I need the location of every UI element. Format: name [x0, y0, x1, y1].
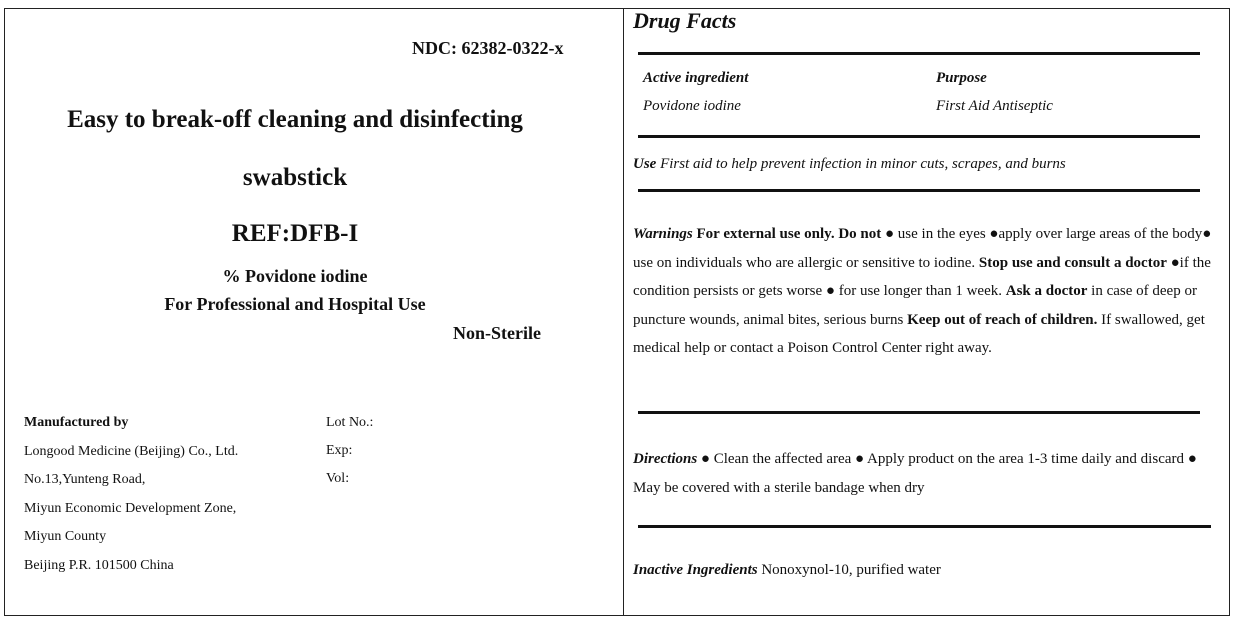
manufacturer-line: Miyun County — [24, 529, 107, 544]
divider-rule — [638, 52, 1200, 55]
warnings-ask-doctor: Ask a doctor — [1005, 283, 1088, 299]
lot-number-label: Lot No.: — [326, 415, 374, 430]
divider-rule — [638, 525, 1211, 528]
warnings-stop-use-text: ●if the condition persists or gets worse ● for use longer than 1 week. — [633, 254, 1211, 299]
manufacturer-block — [24, 409, 238, 580]
lot-info-block — [326, 409, 373, 493]
warnings-do-not: Do not — [838, 226, 882, 242]
expiry-label: Exp: — [326, 443, 353, 458]
active-ingredient-value: Povidone iodine — [643, 98, 741, 114]
directions-section — [633, 445, 1213, 502]
product-title-line-1: Easy to break-off cleaning and disinfecting — [67, 106, 523, 133]
directions-text: ● Clean the affected area ● Apply product on the area 1-3 time daily and discard ● May be covered with a sterile bandage when dry — [633, 451, 1197, 496]
divider-rule — [638, 189, 1200, 192]
strength-text: % Povidone iodine — [222, 266, 368, 286]
use-header: Use — [633, 156, 657, 172]
warnings-stop-use: Stop use and consult a doctor — [978, 254, 1167, 271]
purpose-value: First Aid Antiseptic — [936, 98, 1053, 114]
inactive-ingredients-text: Nonoxynol-10, purified water — [761, 562, 941, 578]
ref-code: REF:DFB-I — [231, 220, 359, 247]
panel-divider — [623, 8, 624, 616]
directions-header: Directions — [633, 451, 698, 467]
manufacturer-line: No.13,Yunteng Road, — [24, 472, 146, 487]
manufacturer-line: Beijing P.R. 101500 China — [24, 557, 174, 573]
drug-facts-title: Drug Facts — [633, 8, 737, 33]
warnings-keep-out: Keep out of reach of children. — [907, 311, 1098, 328]
usage-text: For Professional and Hospital Use — [164, 294, 426, 314]
divider-rule — [638, 135, 1200, 138]
warnings-header: Warnings — [633, 226, 693, 242]
manufacturer-line: Miyun Economic Development Zone, — [24, 500, 237, 516]
warnings-swallowed-text: If swallowed, get medical help or contact a Poison Control Center right away. — [633, 311, 1205, 356]
warnings-do-not-text: ● use in the eyes ●apply over large areas of the body● use on individuals who are allergic or sensitive to iodine. — [633, 226, 1212, 271]
product-title-line-2: swabstick — [242, 164, 348, 191]
manufacturer-line: Longood Medicine (Beijing) Co., Ltd. — [24, 443, 239, 459]
volume-label: Vol: — [326, 471, 350, 486]
active-ingredient-header: Active ingredient — [643, 70, 749, 86]
warnings-external-use: For external use only. — [696, 226, 835, 242]
use-text: First aid to help prevent infection in minor cuts, scrapes, and burns — [660, 156, 1066, 172]
warnings-ask-doctor-text: in case of deep or puncture wounds, animal bites, serious burns — [633, 283, 1197, 328]
warnings-section — [633, 220, 1213, 363]
divider-rule — [638, 411, 1200, 414]
ndc-number: NDC: 62382-0322-x — [412, 38, 564, 58]
inactive-ingredients-section — [633, 556, 1213, 585]
purpose-header: Purpose — [936, 70, 987, 86]
manufacturer-label: Manufactured by — [24, 415, 129, 430]
sterility-text: Non-Sterile — [453, 323, 541, 343]
use-section — [633, 150, 1213, 179]
inactive-ingredients-header: Inactive Ingredients — [633, 562, 758, 578]
